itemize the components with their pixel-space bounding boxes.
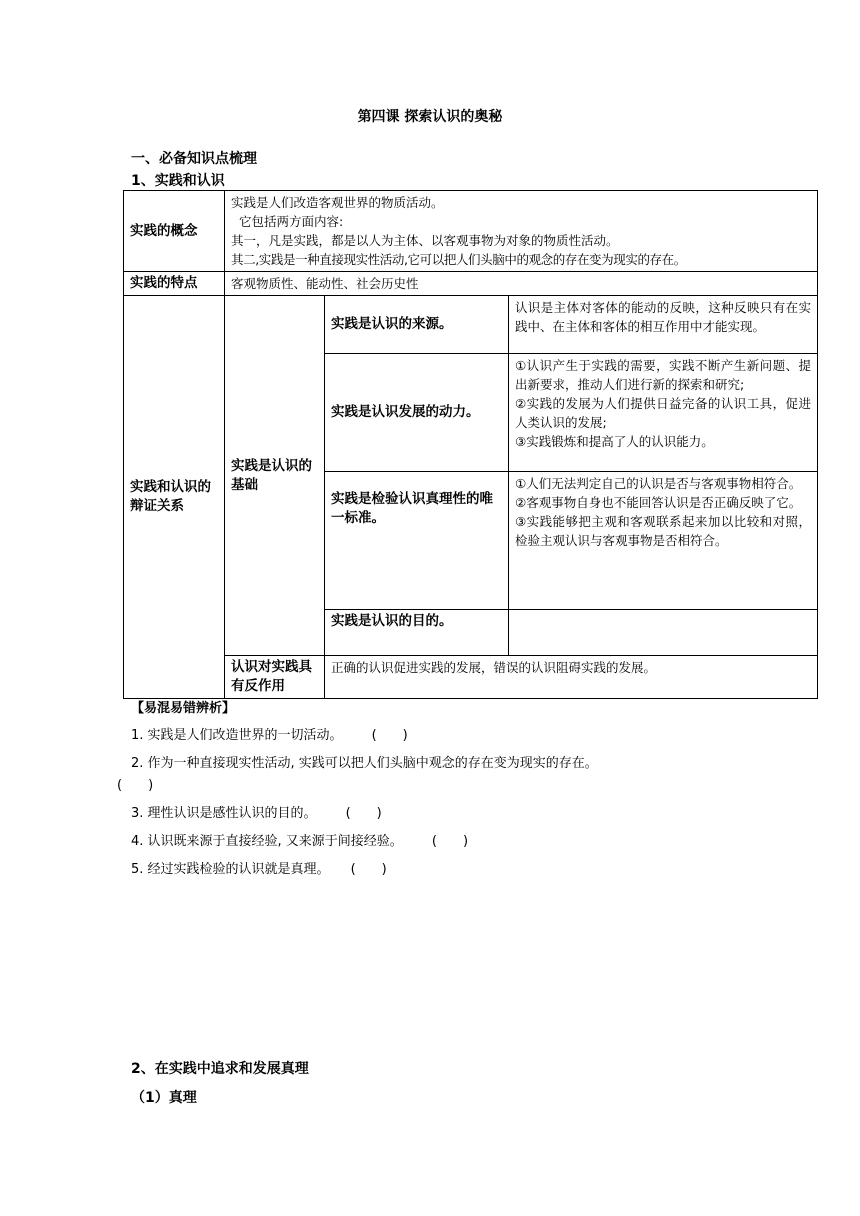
features-label: 实践的特点 [124, 272, 225, 296]
source-text: 认识是主体对客体的能动的反映，这种反映只有在实践中、在主体和客体的相互作用中才能实现。 [509, 296, 818, 354]
quiz-item [131, 803, 393, 825]
driver-label: 实践是认识发展的动力。 [325, 354, 509, 472]
basis-label: 实践是认识的基础 [225, 296, 325, 656]
quiz-item [131, 831, 479, 853]
table-row-concept [124, 191, 818, 272]
source-label: 实践是认识的来源。 [325, 296, 509, 354]
quiz-heading: 【易混易错辨析】 [131, 701, 236, 716]
standard-line: ①人们无法判定自己的认识是否与客观事物相符合。 [515, 476, 802, 491]
section-heading-truth: 2、在实践中追求和发展真理 [131, 1061, 309, 1077]
answer-blank[interactable]: ( ) [371, 728, 408, 743]
features-text: 客观物质性、能动性、社会历史性 [225, 272, 818, 296]
section-heading-knowledge: 一、必备知识点梳理 [131, 151, 257, 167]
quiz-question: 4. 认识既来源于直接经验, 又来源于间接经验。 [131, 834, 403, 849]
purpose-text [509, 610, 818, 656]
answer-blank[interactable]: ( ) [345, 806, 382, 821]
concept-line: 它包括两方面内容: [231, 214, 344, 229]
table-row-features [124, 272, 818, 296]
quiz-item [131, 725, 419, 747]
table-row-source [124, 296, 818, 354]
subheading-truth: （1）真理 [131, 1090, 197, 1106]
knowledge-table [123, 190, 818, 699]
concept-line: 实践是人们改造客观世界的物质活动。 [231, 195, 444, 210]
dialectic-label: 实践和认识的辩证关系 [124, 296, 225, 699]
standard-label: 实践是检验认识真理性的唯一标准。 [325, 472, 509, 610]
subsection-heading-practice: 1、实践和认识 [131, 173, 225, 189]
quiz-question: 2. 作为一种直接现实性活动, 实践可以把人们头脑中观念的存在变为现实的存在。 [131, 756, 598, 771]
quiz-question: 3. 理性认识是感性认识的目的。 [131, 806, 317, 821]
reaction-text: 正确的认识促进实践的发展，错误的认识阻碍实践的发展。 [325, 656, 818, 699]
answer-blank[interactable]: ( ) [431, 834, 469, 849]
purpose-label: 实践是认识的目的。 [325, 610, 509, 656]
concept-label: 实践的概念 [124, 191, 225, 272]
reaction-label: 认识对实践具有反作用 [225, 656, 325, 699]
quiz-item [117, 753, 731, 797]
concept-line: 其一，凡是实践，都是以人为主体、以客观事物为对象的物质性活动。 [231, 233, 619, 248]
quiz-question: 1. 实践是人们改造世界的一切活动。 [131, 728, 343, 743]
page-title: 第四课 探索认识的奥秘 [357, 109, 503, 125]
quiz-item [131, 859, 398, 881]
concept-line: 其二,实践是一种直接现实性活动,它可以把人们头脑中的观念的存在变为现实的存在。 [231, 252, 686, 267]
driver-line: ③实践锻炼和提高了人的认识能力。 [515, 434, 714, 449]
table-row-reaction [124, 656, 818, 699]
standard-line: ②客观事物自身也不能回答认识是否正确反映了它。 [515, 495, 802, 510]
driver-cell [509, 354, 818, 472]
standard-cell [509, 472, 818, 610]
driver-line: ②实践的发展为人们提供日益完备的认识工具，促进人类认识的发展; [515, 396, 811, 430]
driver-line: ①认识产生于实践的需要，实践不断产生新问题、提出新要求，推动人们进行新的探索和研究; [515, 358, 811, 392]
concept-cell [225, 191, 818, 272]
answer-blank[interactable]: ( ) [117, 778, 154, 793]
quiz-question: 5. 经过实践检验的认识就是真理。 [131, 862, 330, 877]
answer-blank[interactable]: ( ) [350, 862, 387, 877]
standard-line: ③实践能够把主观和客观联系起来加以比较和对照，检验主观认识与客观事物是否相符合。 [515, 514, 811, 548]
